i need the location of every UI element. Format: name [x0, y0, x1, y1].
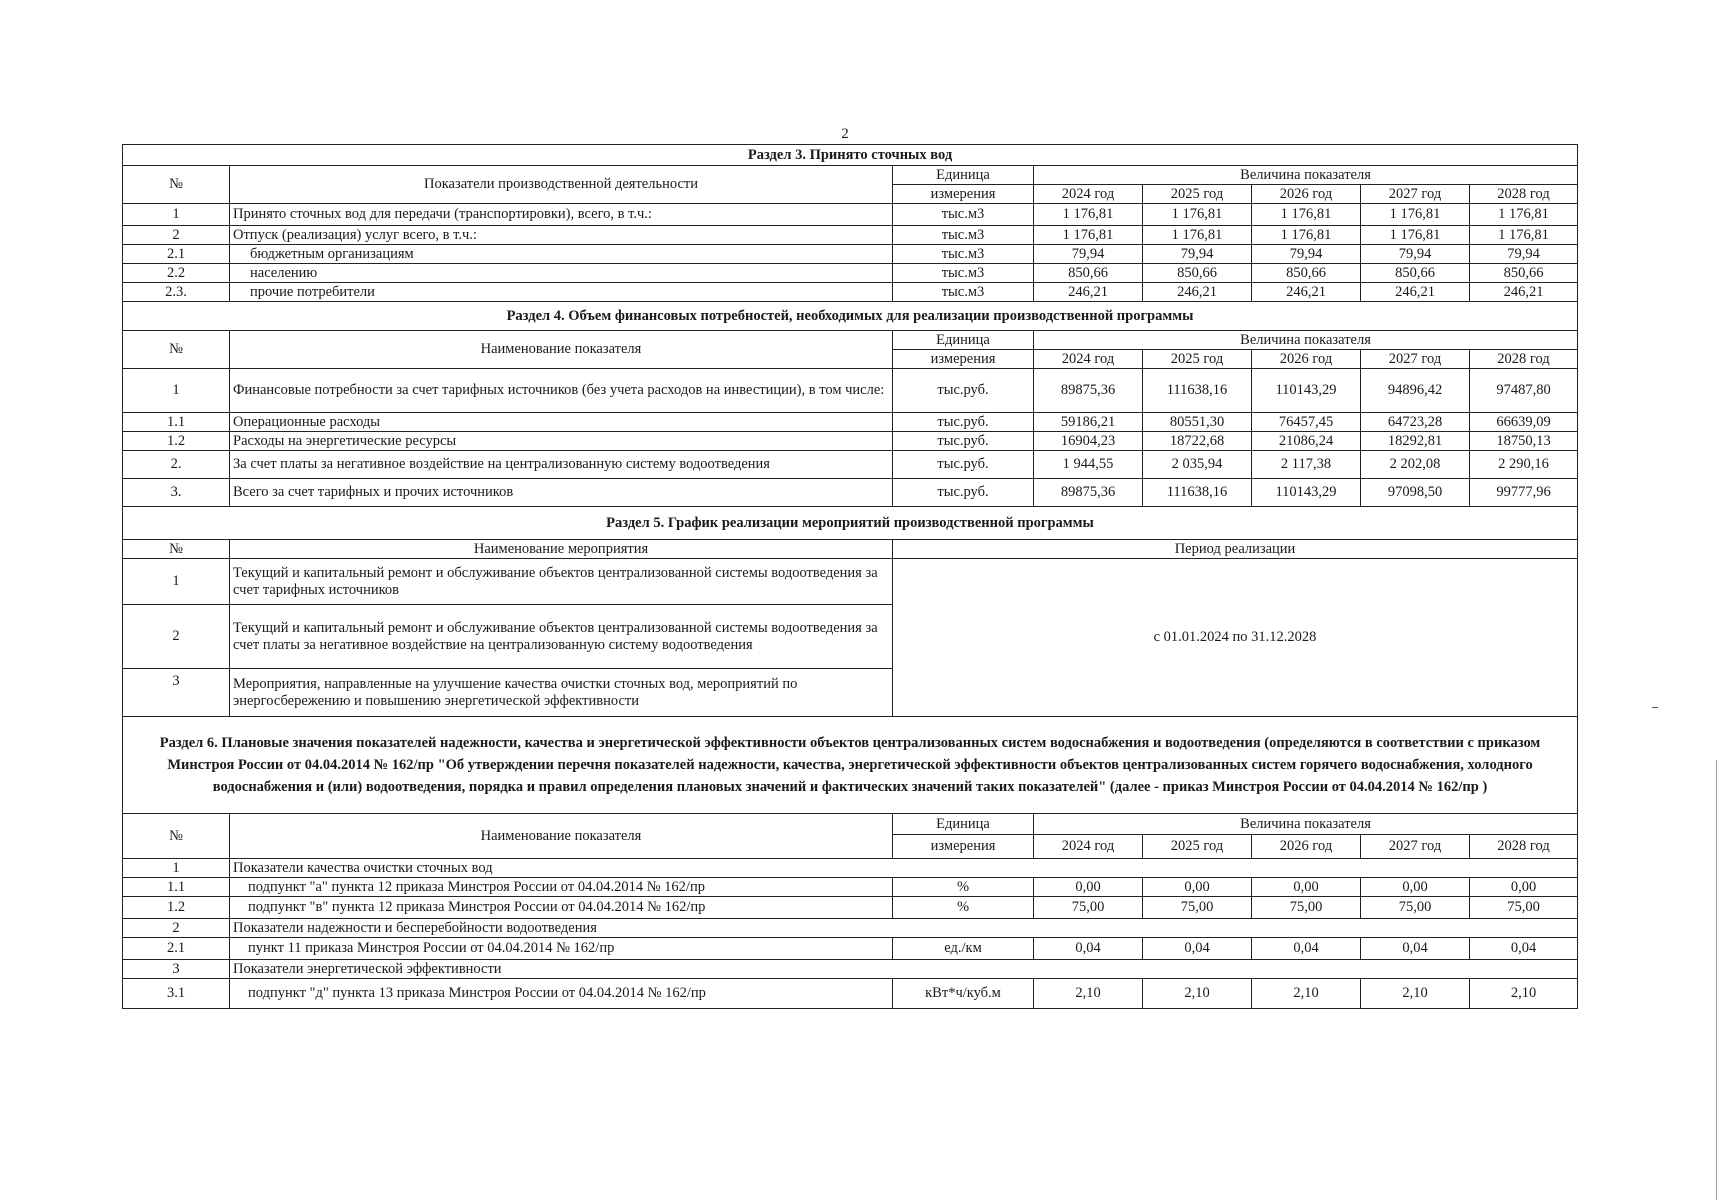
cell-value: 1 176,81 — [1361, 204, 1470, 226]
row-num: 1 — [123, 859, 230, 878]
row-name: Показатели качества очистки сточных вод — [230, 859, 1578, 878]
year-header: 2025 год — [1143, 185, 1252, 204]
row-name: Показатели энергетической эффективности — [230, 960, 1578, 979]
cell-value: 79,94 — [1252, 245, 1361, 264]
cell-value: 1 176,81 — [1034, 226, 1143, 245]
row-num: 1.2 — [123, 432, 230, 451]
cell-value: 18750,13 — [1470, 432, 1578, 451]
row-unit: тыс.м3 — [893, 204, 1034, 226]
section3-title: Раздел 3. Принято сточных вод — [123, 145, 1578, 166]
row-num: 2.2 — [123, 264, 230, 283]
col-unit-header-1: Единица — [893, 166, 1034, 185]
cell-value: 94896,42 — [1361, 369, 1470, 413]
cell-value: 59186,21 — [1034, 413, 1143, 432]
year-header: 2028 год — [1470, 350, 1578, 369]
year-header: 2026 год — [1252, 350, 1361, 369]
table-row — [123, 283, 1578, 302]
row-num: 2 — [123, 605, 230, 669]
cell-value: 0,00 — [1361, 878, 1470, 897]
table-row — [123, 960, 1578, 979]
col-unit-header-1: Единица — [893, 331, 1034, 350]
row-unit: % — [893, 878, 1034, 897]
cell-value: 2 290,16 — [1470, 451, 1578, 479]
page-number: 2 — [841, 126, 849, 142]
cell-value: 0,00 — [1252, 878, 1361, 897]
table-row — [123, 432, 1578, 451]
cell-value: 1 944,55 — [1034, 451, 1143, 479]
cell-value: 850,66 — [1034, 264, 1143, 283]
year-header: 2025 год — [1143, 350, 1252, 369]
cell-value: 75,00 — [1143, 897, 1252, 919]
main-table — [122, 144, 1578, 1009]
table-row — [123, 245, 1578, 264]
col-num-header: № — [123, 814, 230, 859]
section6-title: Раздел 6. Плановые значения показателей надежности, качества и энергетической эффективности объектов централизованных систем водоснабжения и водоотведения (определяются в соответствии с приказом Минстроя России от 04.04.2014 № 162/пр "Об утверждении перечня показателей надежности, качества, энергетической эффективности объектов централизованных систем горячего водоснабжения, холодного водоснабжения и (или) водоотведения, порядка и правил определения плановых значений и фактических значений таких показателей" (далее - приказ Минстроя России от 04.04.2014 № 162/пр ) — [123, 717, 1578, 814]
row-name: Финансовые потребности за счет тарифных источников (без учета расходов на инвестиции), в том числе: — [230, 369, 893, 413]
row-num: 3.1 — [123, 979, 230, 1009]
cell-value: 0,04 — [1252, 938, 1361, 960]
cell-value: 16904,23 — [1034, 432, 1143, 451]
col-value-header: Величина показателя — [1034, 814, 1578, 835]
cell-value: 2 202,08 — [1361, 451, 1470, 479]
cell-value: 850,66 — [1470, 264, 1578, 283]
section4-title: Раздел 4. Объем финансовых потребностей, необходимых для реализации производственной программы — [123, 302, 1578, 331]
cell-value: 80551,30 — [1143, 413, 1252, 432]
row-unit: тыс.руб. — [893, 432, 1034, 451]
cell-value: 2,10 — [1034, 979, 1143, 1009]
row-name: пункт 11 приказа Минстроя России от 04.04.2014 № 162/пр — [230, 938, 893, 960]
row-unit: тыс.руб. — [893, 451, 1034, 479]
row-name: Текущий и капитальный ремонт и обслуживание объектов централизованной системы водоотведения за счет платы за негативное воздействие на централизованную систему водоотведения — [230, 605, 893, 669]
row-num: 1.2 — [123, 897, 230, 919]
row-name: бюджетным организациям — [230, 245, 893, 264]
table-row — [123, 413, 1578, 432]
col-period-header: Период реализации — [893, 540, 1578, 559]
year-header: 2025 год — [1143, 835, 1252, 859]
cell-value: 1 176,81 — [1470, 204, 1578, 226]
col-unit-header-1: Единица — [893, 814, 1034, 835]
year-header: 2024 год — [1034, 185, 1143, 204]
cell-value: 18292,81 — [1361, 432, 1470, 451]
col-name-header: Показатели производственной деятельности — [230, 166, 893, 204]
cell-value: 0,00 — [1470, 878, 1578, 897]
row-name: Операционные расходы — [230, 413, 893, 432]
cell-value: 64723,28 — [1361, 413, 1470, 432]
cell-value: 1 176,81 — [1034, 204, 1143, 226]
table-row — [123, 979, 1578, 1009]
year-header: 2026 год — [1252, 185, 1361, 204]
row-num: 2 — [123, 226, 230, 245]
year-header: 2024 год — [1034, 835, 1143, 859]
table-row — [123, 226, 1578, 245]
cell-value: 2,10 — [1470, 979, 1578, 1009]
row-num: 3 — [123, 960, 230, 979]
row-num: 1 — [123, 204, 230, 226]
cell-value: 246,21 — [1034, 283, 1143, 302]
row-name: Текущий и капитальный ремонт и обслуживание объектов централизованной системы водоотведения за счет тарифных источников — [230, 559, 893, 605]
col-unit-header-2: измерения — [893, 835, 1034, 859]
cell-value: 1 176,81 — [1470, 226, 1578, 245]
col-name-header: Наименование показателя — [230, 814, 893, 859]
table-row — [123, 859, 1578, 878]
row-num: 3. — [123, 479, 230, 507]
row-name: подпункт "в" пункта 12 приказа Минстроя России от 04.04.2014 № 162/пр — [230, 897, 893, 919]
cell-value: 75,00 — [1034, 897, 1143, 919]
row-name: подпункт "д" пункта 13 приказа Минстроя России от 04.04.2014 № 162/пр — [230, 979, 893, 1009]
scan-edge-line — [1716, 760, 1717, 1200]
cell-value: 1 176,81 — [1143, 226, 1252, 245]
row-num: 2.1 — [123, 245, 230, 264]
row-name: Принято сточных вод для передачи (транспортировки), всего, в т.ч.: — [230, 204, 893, 226]
cell-value: 1 176,81 — [1143, 204, 1252, 226]
year-header: 2028 год — [1470, 835, 1578, 859]
row-unit: тыс.м3 — [893, 283, 1034, 302]
year-header: 2027 год — [1361, 185, 1470, 204]
cell-value: 2,10 — [1143, 979, 1252, 1009]
cell-value: 246,21 — [1143, 283, 1252, 302]
col-name-header: Наименование показателя — [230, 331, 893, 369]
row-name: прочие потребители — [230, 283, 893, 302]
row-name: Мероприятия, направленные на улучшение качества очистки сточных вод, мероприятий по энергосбережению и повышению энергетической эффективности — [230, 669, 893, 717]
year-header: 2026 год — [1252, 835, 1361, 859]
cell-value: 0,04 — [1361, 938, 1470, 960]
cell-value: 2,10 — [1252, 979, 1361, 1009]
cell-value: 246,21 — [1470, 283, 1578, 302]
year-header: 2028 год — [1470, 185, 1578, 204]
row-unit: % — [893, 897, 1034, 919]
table-row — [123, 938, 1578, 960]
year-header: 2027 год — [1361, 350, 1470, 369]
row-name: За счет платы за негативное воздействие на централизованную систему водоотведения — [230, 451, 893, 479]
row-num: 1 — [123, 559, 230, 605]
col-unit-header-2: измерения — [893, 185, 1034, 204]
table-row — [123, 479, 1578, 507]
row-name: подпункт "а" пункта 12 приказа Минстроя России от 04.04.2014 № 162/пр — [230, 878, 893, 897]
cell-value: 246,21 — [1361, 283, 1470, 302]
row-unit: ед./км — [893, 938, 1034, 960]
cell-value: 97487,80 — [1470, 369, 1578, 413]
row-unit: тыс.м3 — [893, 226, 1034, 245]
cell-value: 111638,16 — [1143, 479, 1252, 507]
row-unit: тыс.руб. — [893, 413, 1034, 432]
period-value: с 01.01.2024 по 31.12.2028 — [893, 559, 1578, 717]
year-header: 2024 год — [1034, 350, 1143, 369]
cell-value: 1 176,81 — [1361, 226, 1470, 245]
col-value-header: Величина показателя — [1034, 166, 1578, 185]
row-num: 2. — [123, 451, 230, 479]
cell-value: 75,00 — [1252, 897, 1361, 919]
cell-value: 850,66 — [1143, 264, 1252, 283]
row-num: 1 — [123, 369, 230, 413]
row-num: 1.1 — [123, 413, 230, 432]
cell-value: 89875,36 — [1034, 479, 1143, 507]
cell-value: 79,94 — [1143, 245, 1252, 264]
row-unit: тыс.м3 — [893, 264, 1034, 283]
cell-value: 99777,96 — [1470, 479, 1578, 507]
row-num: 2.1 — [123, 938, 230, 960]
row-num: 2 — [123, 919, 230, 938]
cell-value: 2 035,94 — [1143, 451, 1252, 479]
cell-value: 75,00 — [1470, 897, 1578, 919]
cell-value: 79,94 — [1361, 245, 1470, 264]
cell-value: 110143,29 — [1252, 369, 1361, 413]
row-unit: кВт*ч/куб.м — [893, 979, 1034, 1009]
table-row — [123, 897, 1578, 919]
col-unit-header-2: измерения — [893, 350, 1034, 369]
cell-value: 246,21 — [1252, 283, 1361, 302]
row-name: Показатели надежности и бесперебойности водоотведения — [230, 919, 1578, 938]
cell-value: 111638,16 — [1143, 369, 1252, 413]
row-name: населению — [230, 264, 893, 283]
col-value-header: Величина показателя — [1034, 331, 1578, 350]
cell-value: 79,94 — [1470, 245, 1578, 264]
cell-value: 97098,50 — [1361, 479, 1470, 507]
row-unit: тыс.м3 — [893, 245, 1034, 264]
col-num-header: № — [123, 166, 230, 204]
section5-title: Раздел 5. График реализации мероприятий производственной программы — [123, 507, 1578, 540]
cell-value: 66639,09 — [1470, 413, 1578, 432]
table-row — [123, 369, 1578, 413]
cell-value: 76457,45 — [1252, 413, 1361, 432]
row-num: 2.3. — [123, 283, 230, 302]
cell-value: 110143,29 — [1252, 479, 1361, 507]
col-name-header: Наименование мероприятия — [230, 540, 893, 559]
row-num: 1.1 — [123, 878, 230, 897]
year-header: 2027 год — [1361, 835, 1470, 859]
row-unit: тыс.руб. — [893, 479, 1034, 507]
cell-value: 0,00 — [1034, 878, 1143, 897]
cell-value: 0,04 — [1470, 938, 1578, 960]
cell-value: 850,66 — [1252, 264, 1361, 283]
cell-value: 850,66 — [1361, 264, 1470, 283]
cell-value: 75,00 — [1361, 897, 1470, 919]
cell-value: 1 176,81 — [1252, 204, 1361, 226]
table-row — [123, 919, 1578, 938]
cell-value: 18722,68 — [1143, 432, 1252, 451]
table-row — [123, 451, 1578, 479]
row-num: 3 — [123, 669, 230, 717]
cell-value: 2 117,38 — [1252, 451, 1361, 479]
row-name: Отпуск (реализация) услуг всего, в т.ч.: — [230, 226, 893, 245]
col-num-header: № — [123, 331, 230, 369]
document-body — [122, 144, 1577, 1009]
row-name: Всего за счет тарифных и прочих источников — [230, 479, 893, 507]
cell-value: 79,94 — [1034, 245, 1143, 264]
cell-value: 21086,24 — [1252, 432, 1361, 451]
table-row — [123, 559, 1578, 605]
cell-value: 0,04 — [1143, 938, 1252, 960]
table-row — [123, 204, 1578, 226]
cell-value: 1 176,81 — [1252, 226, 1361, 245]
table-row — [123, 264, 1578, 283]
row-name: Расходы на энергетические ресурсы — [230, 432, 893, 451]
scan-mark — [1652, 707, 1658, 708]
cell-value: 0,04 — [1034, 938, 1143, 960]
cell-value: 0,00 — [1143, 878, 1252, 897]
col-num-header: № — [123, 540, 230, 559]
cell-value: 2,10 — [1361, 979, 1470, 1009]
row-unit: тыс.руб. — [893, 369, 1034, 413]
cell-value: 89875,36 — [1034, 369, 1143, 413]
table-row — [123, 878, 1578, 897]
